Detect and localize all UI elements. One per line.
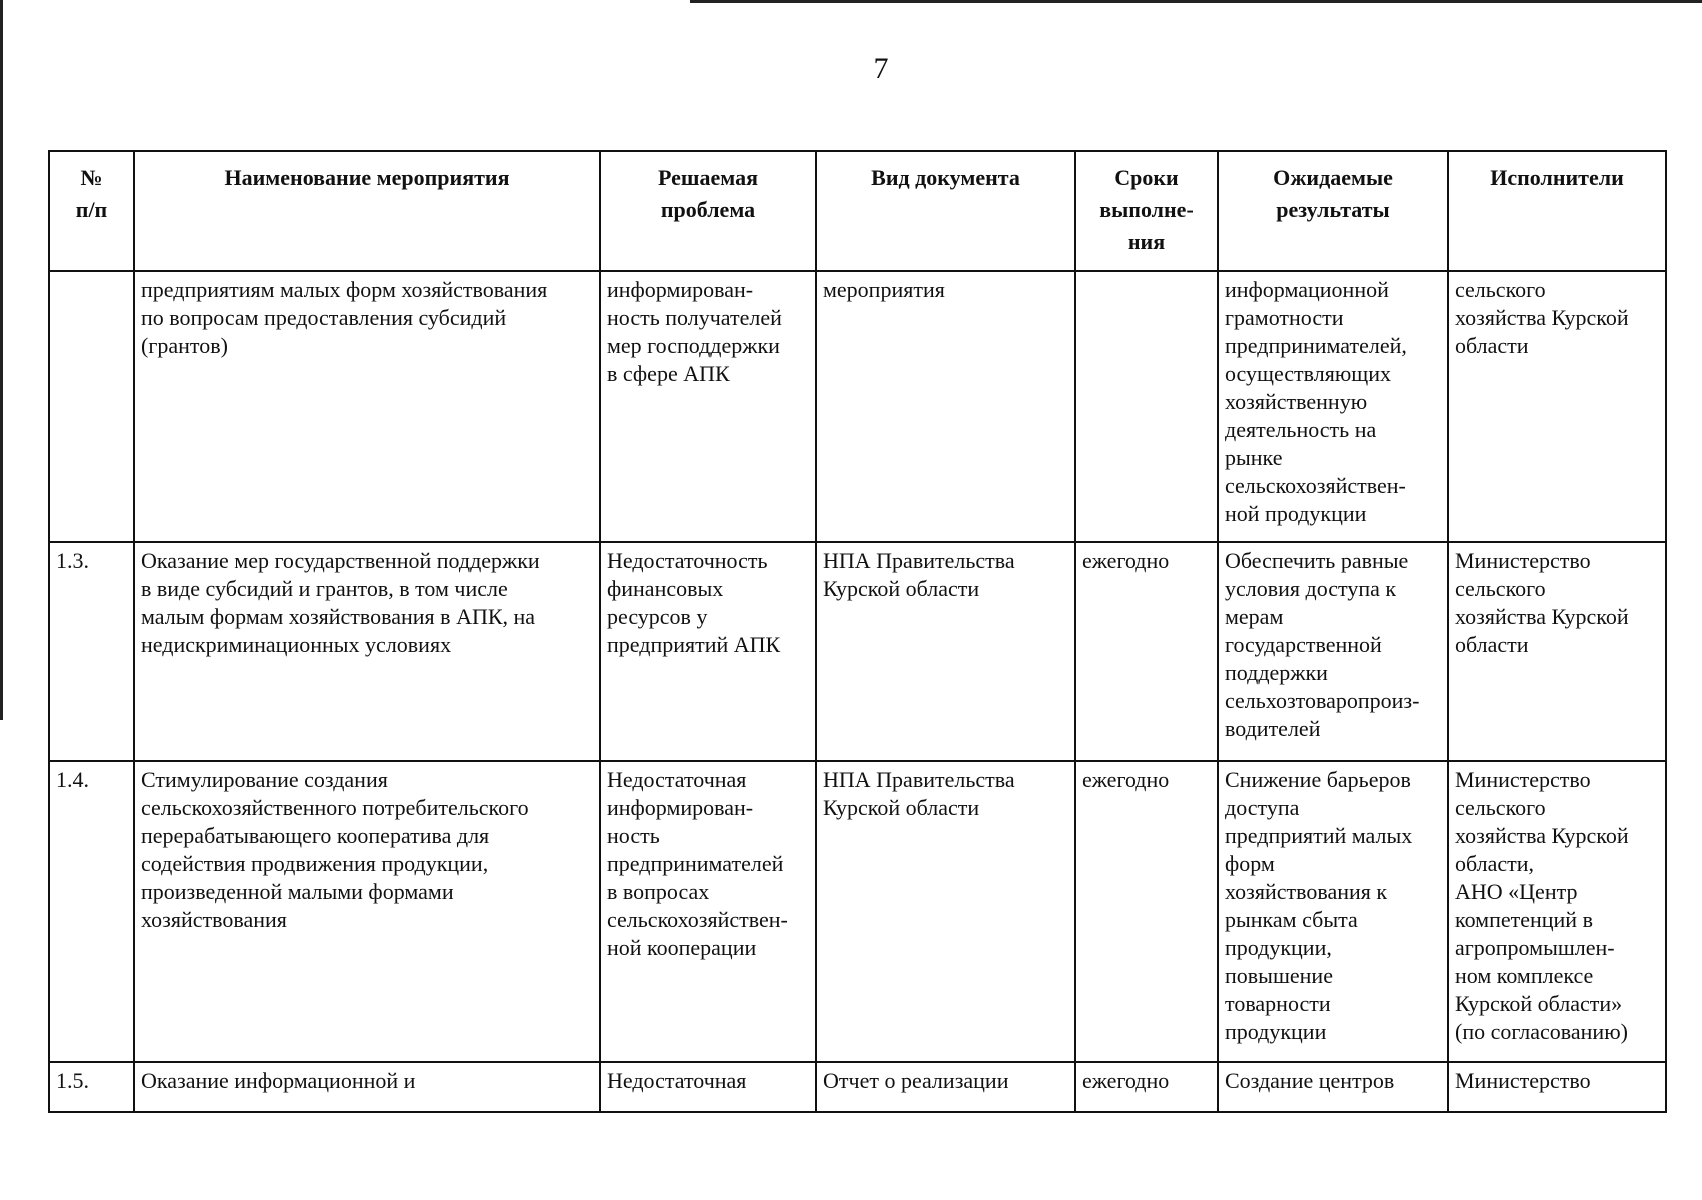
- row-results: Снижение барьеров доступа предприятий малых форм хозяйствования к рынкам сбыта продукции, повышение товарности продукции: [1218, 761, 1448, 1062]
- header-deadline: Сроки выполне- ния: [1075, 151, 1218, 271]
- measures-table: [48, 150, 1667, 1113]
- header-results: Ожидаемые результаты: [1218, 151, 1448, 271]
- row-problem: Недостаточная: [600, 1062, 816, 1112]
- header-executors: Исполнители: [1448, 151, 1666, 271]
- page-edge-top: [690, 0, 1702, 3]
- row-executors: Министерство: [1448, 1062, 1666, 1112]
- table-row: [49, 761, 1666, 1062]
- table-row: [49, 271, 1666, 542]
- table-header-row: [49, 151, 1666, 271]
- table-row: [49, 542, 1666, 761]
- row-doc-type: мероприятия: [816, 271, 1075, 542]
- page-number: 7: [873, 52, 889, 85]
- row-num: 1.4.: [49, 761, 134, 1062]
- table-row: [49, 1062, 1666, 1112]
- row-executors: сельского хозяйства Курской области: [1448, 271, 1666, 542]
- page-edge-left: [0, 0, 3, 720]
- row-results: информационной грамотности предпринимателей, осуществляющих хозяйственную деятельность на рынке сельскохозяйствен- ной продукции: [1218, 271, 1448, 542]
- row-name: Оказание мер государственной поддержки в виде субсидий и грантов, в том числе малым формам хозяйствования в АПК, на недискриминационных условиях: [134, 542, 600, 761]
- row-problem: Недостаточная информирован- ность предпринимателей в вопросах сельскохозяйствен- ной кооперации: [600, 761, 816, 1062]
- row-deadline: ежегодно: [1075, 542, 1218, 761]
- row-results: Создание центров: [1218, 1062, 1448, 1112]
- header-problem: Решаемая проблема: [600, 151, 816, 271]
- row-num: 1.3.: [49, 542, 134, 761]
- row-doc-type: НПА Правительства Курской области: [816, 761, 1075, 1062]
- header-name: Наименование мероприятия: [134, 151, 600, 271]
- row-doc-type: Отчет о реализации: [816, 1062, 1075, 1112]
- row-doc-type: НПА Правительства Курской области: [816, 542, 1075, 761]
- header-doc-type: Вид документа: [816, 151, 1075, 271]
- row-results: Обеспечить равные условия доступа к мерам государственной поддержки сельхозтоваропроиз- водителей: [1218, 542, 1448, 761]
- header-num: № п/п: [49, 151, 134, 271]
- row-executors: Министерство сельского хозяйства Курской области: [1448, 542, 1666, 761]
- row-deadline: ежегодно: [1075, 1062, 1218, 1112]
- row-name: предприятиям малых форм хозяйствования по вопросам предоставления субсидий (грантов): [134, 271, 600, 542]
- row-executors: Министерство сельского хозяйства Курской области, АНО «Центр компетенций в агропромышлен- ном комплексе Курской области» (по согласованию): [1448, 761, 1666, 1062]
- row-problem: информирован- ность получателей мер господдержки в сфере АПК: [600, 271, 816, 542]
- row-name: Стимулирование создания сельскохозяйственного потребительского перерабатывающего кооператива для содействия продвижения продукции, произведенной малыми формами хозяйствования: [134, 761, 600, 1062]
- row-num: 1.5.: [49, 1062, 134, 1112]
- row-deadline: ежегодно: [1075, 761, 1218, 1062]
- row-name: Оказание информационной и: [134, 1062, 600, 1112]
- row-deadline: [1075, 271, 1218, 542]
- row-num: [49, 271, 134, 542]
- row-problem: Недостаточность финансовых ресурсов у предприятий АПК: [600, 542, 816, 761]
